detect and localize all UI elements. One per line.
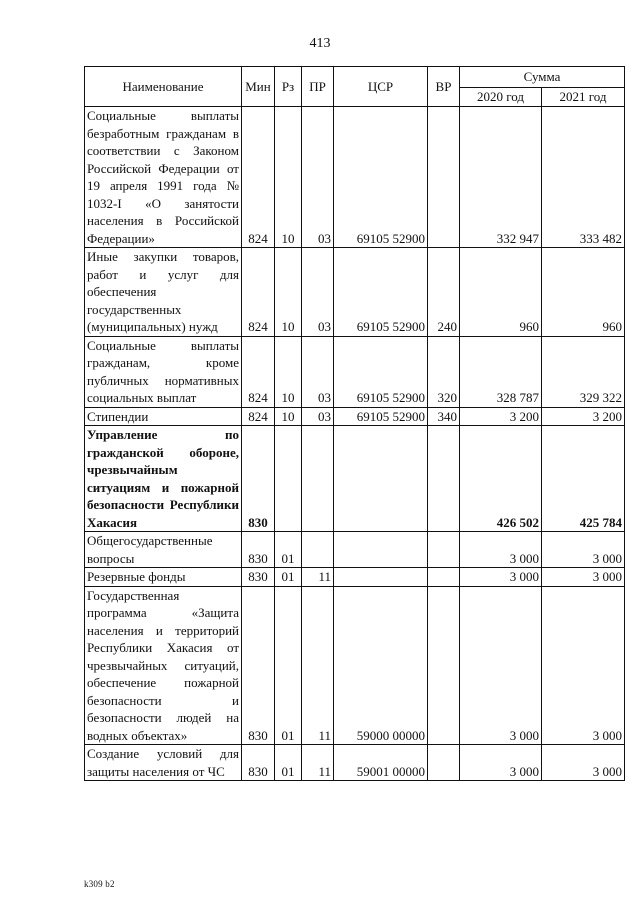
cell-name: Иные закупки товаров, работ и услуг для обеспечения государственных (муниципальных) нужд xyxy=(85,248,242,337)
table-header xyxy=(85,67,625,107)
table-row xyxy=(85,586,625,745)
cell-vr xyxy=(428,586,460,745)
cell-rz: 10 xyxy=(275,336,302,407)
cell-pr: 11 xyxy=(302,586,334,745)
cell-pr xyxy=(302,426,334,532)
cell-name: Социальные выплаты гражданам, кроме публичных нормативных социальных выплат xyxy=(85,336,242,407)
cell-vr: 320 xyxy=(428,336,460,407)
cell-vr: 340 xyxy=(428,407,460,426)
cell-name: Общегосударственные вопросы xyxy=(85,532,242,568)
cell-pr: 11 xyxy=(302,568,334,587)
header-name: Наименование xyxy=(85,67,242,107)
cell-name: Социальные выплаты безработным гражданам в соответствии с Законом Российской Федерации от 19 апреля 1991 года № 1032-I «О занятости населения в Российской Федерации» xyxy=(85,107,242,248)
cell-csr xyxy=(334,426,428,532)
cell-vr xyxy=(428,568,460,587)
cell-rz xyxy=(275,426,302,532)
cell-pr: 03 xyxy=(302,336,334,407)
cell-sum-2021: 3 000 xyxy=(542,586,625,745)
header-csr: ЦСР xyxy=(334,67,428,107)
cell-csr: 59000 00000 xyxy=(334,586,428,745)
cell-sum-2020: 332 947 xyxy=(460,107,542,248)
cell-vr: 240 xyxy=(428,248,460,337)
cell-min: 830 xyxy=(242,745,275,781)
table-body xyxy=(85,107,625,781)
cell-min: 830 xyxy=(242,532,275,568)
cell-sum-2021: 333 482 xyxy=(542,107,625,248)
cell-vr xyxy=(428,426,460,532)
cell-sum-2021: 3 000 xyxy=(542,745,625,781)
cell-name: Резервные фонды xyxy=(85,568,242,587)
cell-vr xyxy=(428,745,460,781)
cell-sum-2020: 3 000 xyxy=(460,568,542,587)
cell-name: Создание условий для защиты населения от ЧС xyxy=(85,745,242,781)
table-row xyxy=(85,248,625,337)
cell-sum-2020: 3 000 xyxy=(460,745,542,781)
header-sum: Сумма xyxy=(460,67,625,88)
cell-vr xyxy=(428,532,460,568)
cell-sum-2020: 426 502 xyxy=(460,426,542,532)
cell-pr: 03 xyxy=(302,407,334,426)
table-row xyxy=(85,407,625,426)
cell-sum-2021: 3 000 xyxy=(542,532,625,568)
cell-csr xyxy=(334,568,428,587)
cell-sum-2021: 329 322 xyxy=(542,336,625,407)
cell-rz: 10 xyxy=(275,107,302,248)
cell-sum-2020: 960 xyxy=(460,248,542,337)
header-year-2021: 2021 год xyxy=(542,88,625,107)
footer-code: k309 b2 xyxy=(84,879,115,889)
table-row xyxy=(85,568,625,587)
page-number: 413 xyxy=(309,36,331,51)
cell-min: 824 xyxy=(242,407,275,426)
table-row xyxy=(85,745,625,781)
header-vr: ВР xyxy=(428,67,460,107)
cell-pr: 03 xyxy=(302,248,334,337)
cell-csr xyxy=(334,532,428,568)
cell-pr: 03 xyxy=(302,107,334,248)
cell-name: Управление по гражданской обороне, чрезвычайным ситуациям и пожарной безопасности Республики Хакасия xyxy=(85,426,242,532)
cell-name: Государственная программа «Защита населения и территорий Республики Хакасия от чрезвычайных ситуаций, обеспечение пожарной безопасности и безопасности людей на водных объектах» xyxy=(85,586,242,745)
cell-sum-2021: 960 xyxy=(542,248,625,337)
table-row xyxy=(85,532,625,568)
cell-csr: 69105 52900 xyxy=(334,248,428,337)
cell-sum-2021: 3 000 xyxy=(542,568,625,587)
cell-min: 830 xyxy=(242,586,275,745)
cell-sum-2021: 425 784 xyxy=(542,426,625,532)
cell-vr xyxy=(428,107,460,248)
cell-csr: 59001 00000 xyxy=(334,745,428,781)
table-row xyxy=(85,107,625,248)
cell-sum-2020: 3 000 xyxy=(460,532,542,568)
cell-rz: 01 xyxy=(275,745,302,781)
cell-sum-2020: 3 200 xyxy=(460,407,542,426)
cell-rz: 10 xyxy=(275,248,302,337)
header-rz: Рз xyxy=(275,67,302,107)
cell-pr xyxy=(302,532,334,568)
cell-min: 824 xyxy=(242,107,275,248)
cell-sum-2020: 3 000 xyxy=(460,586,542,745)
cell-sum-2020: 328 787 xyxy=(460,336,542,407)
table-row xyxy=(85,426,625,532)
cell-pr: 11 xyxy=(302,745,334,781)
cell-rz: 01 xyxy=(275,532,302,568)
cell-min: 830 xyxy=(242,426,275,532)
cell-name: Стипендии xyxy=(85,407,242,426)
header-year-2020: 2020 год xyxy=(460,88,542,107)
cell-min: 824 xyxy=(242,336,275,407)
table-row xyxy=(85,336,625,407)
cell-csr: 69105 52900 xyxy=(334,407,428,426)
header-pr: ПР xyxy=(302,67,334,107)
cell-rz: 01 xyxy=(275,586,302,745)
cell-rz: 01 xyxy=(275,568,302,587)
cell-csr: 69105 52900 xyxy=(334,107,428,248)
budget-table xyxy=(84,66,625,781)
cell-min: 824 xyxy=(242,248,275,337)
cell-sum-2021: 3 200 xyxy=(542,407,625,426)
header-min: Мин xyxy=(242,67,275,107)
cell-csr: 69105 52900 xyxy=(334,336,428,407)
cell-min: 830 xyxy=(242,568,275,587)
cell-rz: 10 xyxy=(275,407,302,426)
